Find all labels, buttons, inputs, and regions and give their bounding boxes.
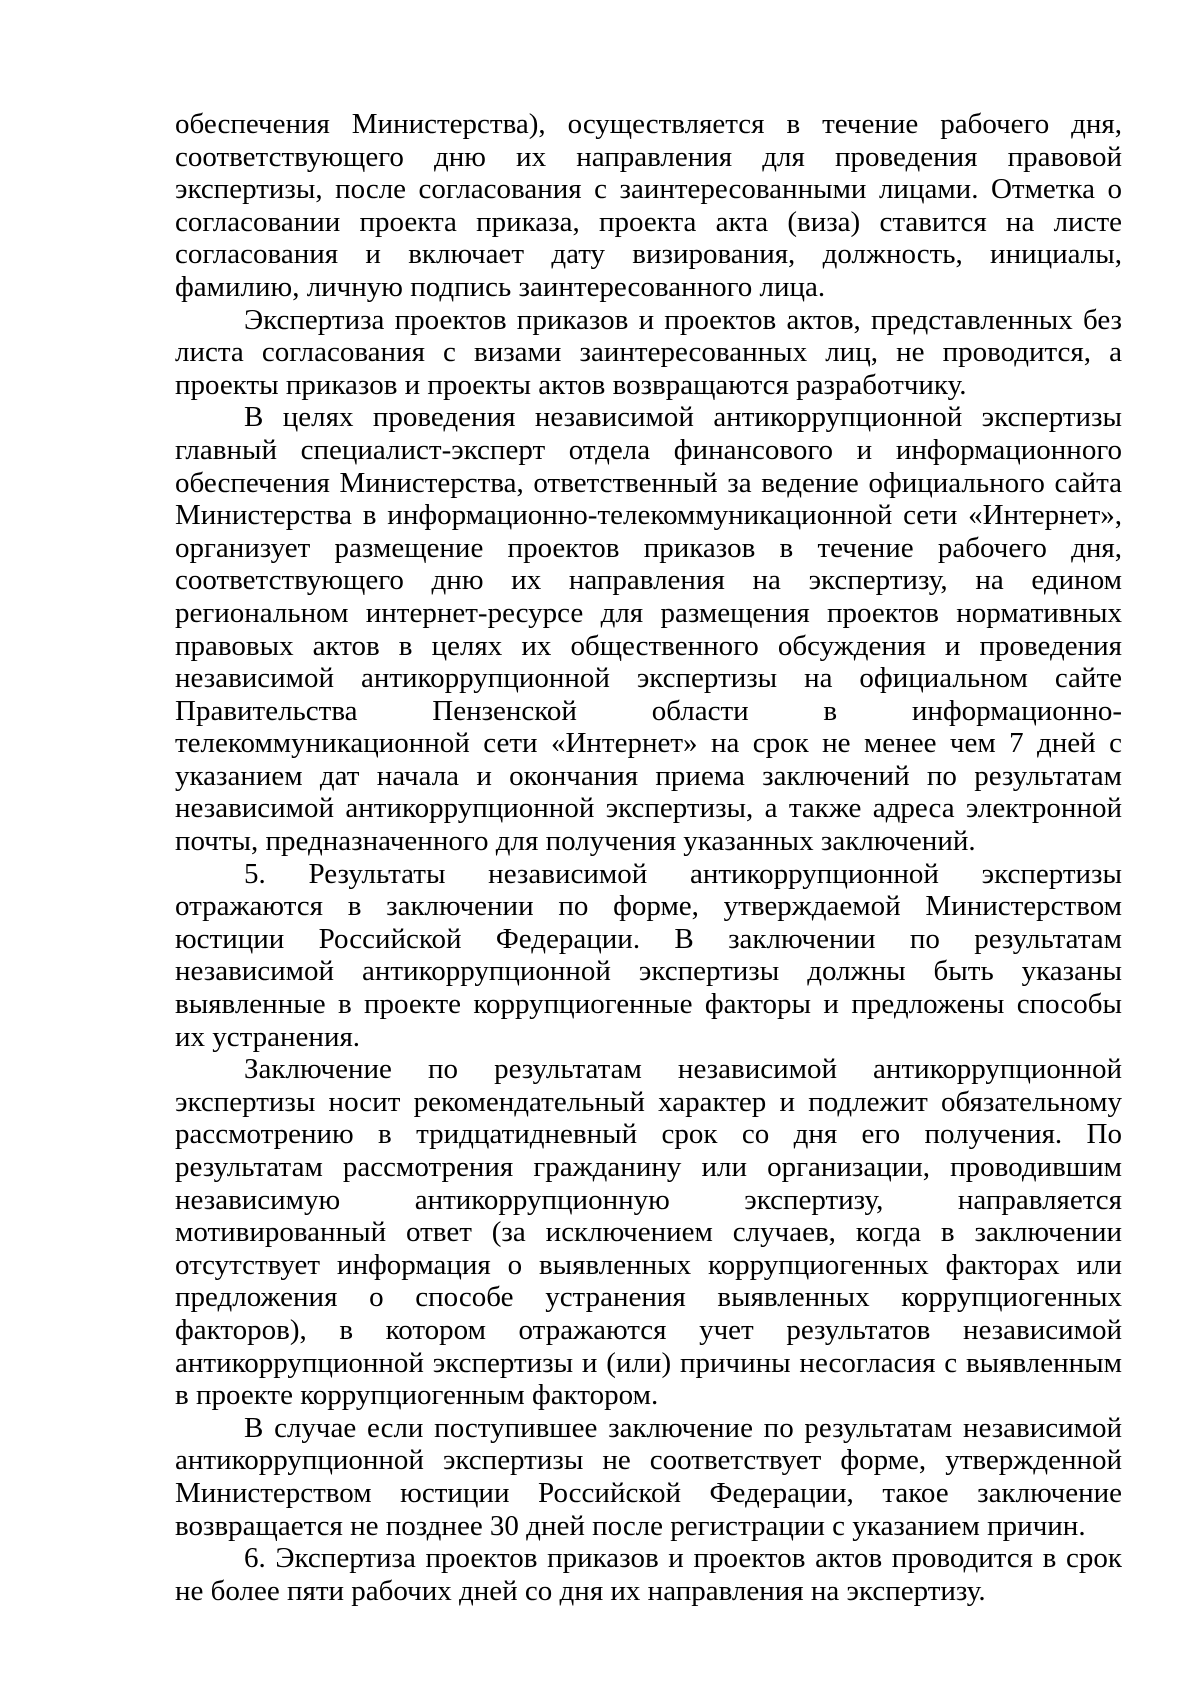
document-body (175, 108, 1122, 1607)
paragraph-nonconforming-conclusion: В случае если поступившее заключение по результатам независимой антикоррупционной экспертизы не соответствует форме, утвержденной Министерством юстиции Российской Федерации, такое заключение возвращается не позднее 30 дней после регистрации с указанием причин. (175, 1411, 1122, 1542)
paragraph-conclusion-review: Заключение по результатам независимой антикоррупционной экспертизы носит рекомендательный характер и подлежит обязательному рассмотрению в тридцатидневный срок со дня его получения. По результатам рассмотрения гражданину или организации, проводившим независимую антикоррупционную экспертизу, направляется мотивированный ответ (за исключением случаев, когда в заключении отсутствует информация о выявленных коррупциогенных факторах или предложения о способе устранения выявленных коррупциогенных факторов), в котором отражаются учет результатов независимой антикоррупционной экспертизы и (или) причины несогласия с выявленным в проекте коррупциогенным фактором. (175, 1053, 1122, 1412)
paragraph-continuation: обеспечения Министерства), осуществляется в течение рабочего дня, соответствующего дню их направления для проведения правовой экспертизы, после согласования с заинтересованными лицами. Отметка о согласовании проекта приказа, проекта акта (виза) ставится на листе согласования и включает дату визирования, должность, инициалы, фамилию, личную подпись заинтересованного лица. (175, 108, 1122, 303)
paragraph-publication: В целях проведения независимой антикоррупционной экспертизы главный специалист-эксперт отдела финансового и информационного обеспечения Министерства, ответственный за ведение официального сайта Министерства в информационно-телекоммуникационной сети «Интернет», организует размещение проектов приказов в течение рабочего дня, соответствующего дню их направления на экспертизу, на едином региональном интернет-ресурсе для размещения проектов нормативных правовых актов в целях их общественного обсуждения и проведения независимой антикоррупционной экспертизы на официальном сайте Правительства Пензенской области в информационно-телекоммуникационной сети «Интернет» на срок не менее чем 7 дней с указанием дат начала и окончания приема заключений по результатам независимой антикоррупционной экспертизы, а также адреса электронной почты, предназначенного для получения указанных заключений. (175, 401, 1122, 858)
paragraph-section-6-deadline: 6. Экспертиза проектов приказов и проектов актов проводится в срок не более пяти рабочих дней со дня их направления на экспертизу. (175, 1542, 1122, 1607)
paragraph-section-5-results: 5. Результаты независимой антикоррупционной экспертизы отражаются в заключении по форме, утверждаемой Министерством юстиции Российской Федерации. В заключении по результатам независимой антикоррупционной экспертизы должны быть указаны выявленные в проекте коррупциогенные факторы и предложены способы их устранения. (175, 857, 1122, 1053)
paragraph-no-signoff-sheet: Экспертиза проектов приказов и проектов актов, представленных без листа согласования с визами заинтересованных лиц, не проводится, а проекты приказов и проекты актов возвращаются разработчику. (175, 303, 1122, 401)
